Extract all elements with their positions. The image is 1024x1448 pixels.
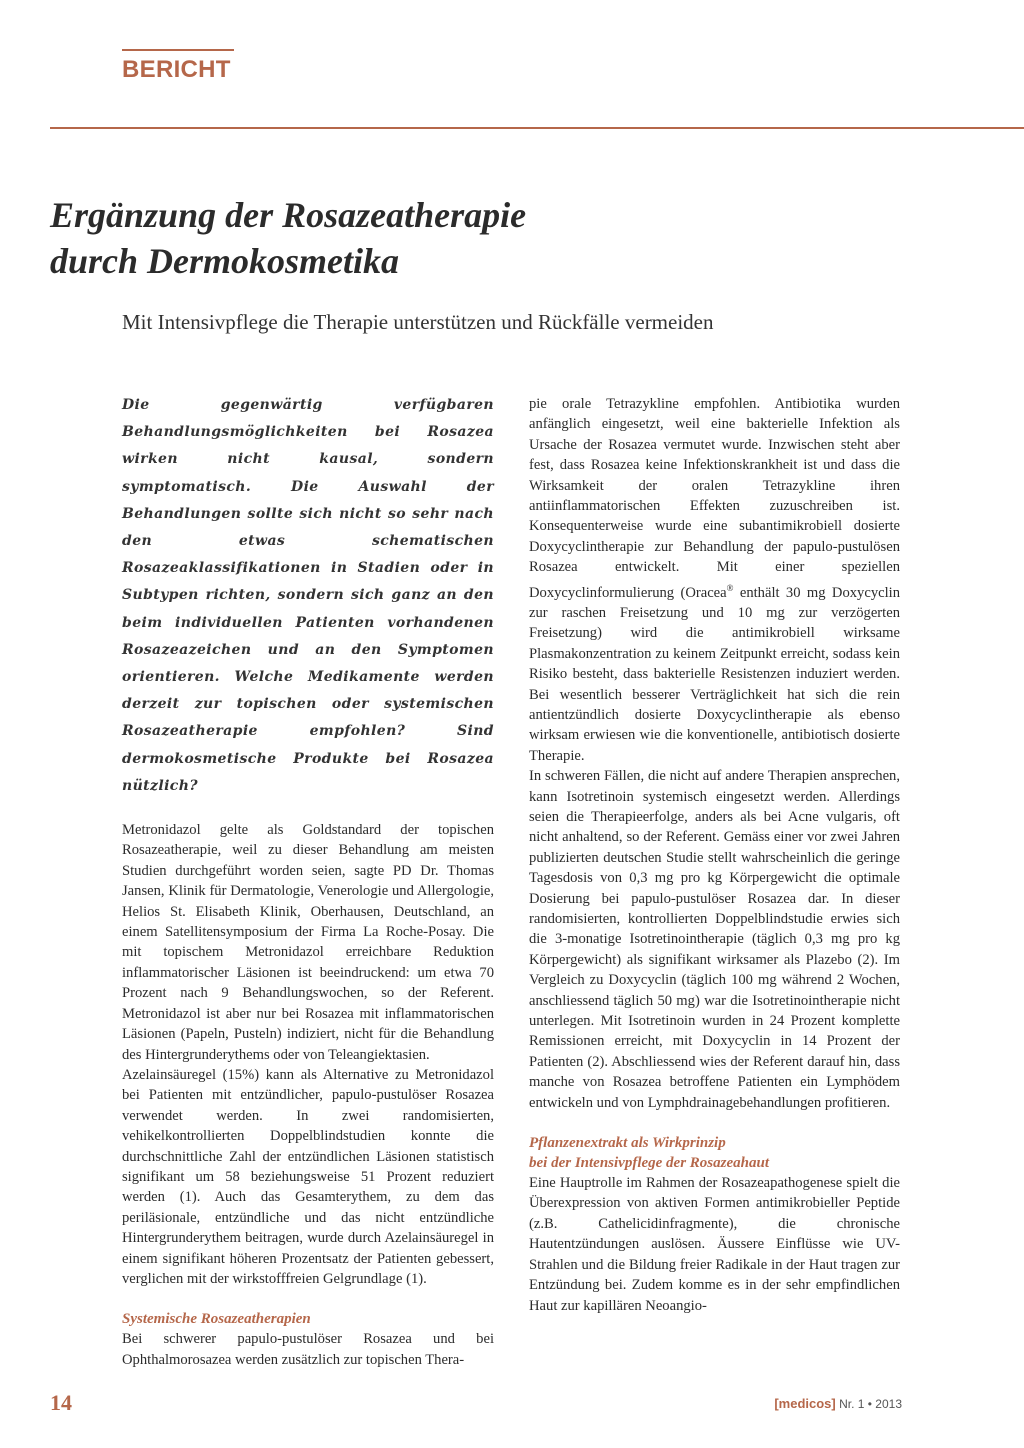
subheading-plant-extract (529, 1133, 900, 1173)
column-right (529, 394, 900, 1316)
registered-mark: ® (726, 582, 734, 593)
publication-brand: [medicos] (774, 1396, 836, 1411)
page-number: 14 (50, 1390, 72, 1415)
body-paragraph: Metronidazol gelte als Goldstandard der topischen Rosazeatherapie, weil zu dieser Behandlung am meisten Studien durchgeführt worden seien, sagte PD Dr. Thomas Jansen, Klinik für Dermatologie, Venerologie und Allergologie, Helios St. Elisabeth Klinik, Oberhausen, Deutschland, an einem Satellitensymposium der Firma La Roche-Posay. Die mit topischem Metronidazol erreichbare Reduktion inflammatorischer Läsionen ist beeindruckend: um etwa 70 Prozent nach 9 Behandlungswochen, so der Referent. Metronidazol ist aber nur bei Rosazea mit inflammatorischen Läsionen (Papeln, Pusteln) indiziert, nicht für die Behandlung des Hintergrunderythems oder von Teleangiektasien. (122, 822, 494, 1063)
title-line-2: durch Dermokosmetika (50, 241, 400, 281)
header-divider (50, 127, 1024, 129)
body-paragraph: Eine Hauptrolle im Rahmen der Rosazeapathogenese spielt die Überexpression von aktiven Formen antimikrobieller Peptide (z.B. Cathelicidinfragmente), die chronische Hautentzündungen auslösen. Äussere Einflüsse wie UV-Strahlen und die Bildung freier Radikale in der Haut tragen zur Entzündung bei. Zudem komme es in der sehr empfindlichen Haut zur kapillären Neoangio- (529, 1175, 900, 1314)
body-paragraph: Azelainsäuregel (15%) kann als Alternative zu Metronidazol bei Patienten mit entzündlicher, papulo-pustulöser Rosazea verwendet werden. In zwei randomisierten, vehikelkontrollierten Doppelblindstudien konnte die durchschnittliche Zahl der entzündlichen Läsionen statistisch signifikant um 58 beziehungsweise 51 Prozent reduziert werden (1). Auch das Gesamterythem, zu dem das periläsionale, entzündliche und das nicht entzündliche Hintergrunderythem beitragen, wurde durch Azelainsäuregel in einem signifikant höheren Prozentsatz der Patienten gebessert, verglichen mit der wirkstofffreien Gelgrundlage (1). (122, 1066, 494, 1287)
text-run: pie orale Tetrazykline empfohlen. Antibiotika wurden anfänglich eingesetzt, weil eine bakterielle Infektion als Ursache der Rosazea vermutet wurde. Inzwischen steht aber fest, dass Rosazea keine Infektionskrankheit ist und dass die Wirksamkeit der oralen Tetrazykline ihren antiinflammatorischen Effekten zuzuschreiben ist. Konsequenterweise wurde eine subantimikrobiell dosierte Doxycyclintherapie zur Behandlung der papulo-pustulösen Rosazea entwickelt. Mit einer speziellen Doxycyclinformulierung (Oracea (529, 396, 900, 601)
subheading-systemic: Systemische Rosazeatherapien (122, 1311, 311, 1328)
lead-paragraph: Die gegenwärtig verfügbaren Behandlungsmöglichkeiten bei Rosazea wirken nicht kausal, sondern symptomatisch. Die Auswahl der Behandlungen sollte sich nicht so sehr nach den etwas schematischen Rosazeaklassifikationen in Stadien oder in Subtypen richten, sondern sich ganz an den beim individuellen Patienten vorhandenen Rosazeazeichen und an den Symptomen orientieren. Welche Medikamente werden derzeit zur topischen oder systemischen Rosazeatherapie empfohlen? Sind dermokosmetische Produkte bei Rosazea nützlich? (122, 397, 494, 794)
body-paragraph (529, 394, 900, 766)
body-paragraph: Bei schwerer papulo-pustulöser Rosazea und bei Ophthalmorosazea werden zusätzlich zur topischen Thera- (122, 1331, 494, 1368)
body-paragraph: In schweren Fällen, die nicht auf andere Therapien ansprechen, kann Isotretinoin systemisch eingesetzt werden. Allerdings seien die Therapieerfolge, anders als bei Acne vulgaris, oft nicht anhaltend, so der Referent. Gemäss einer vor zwei Jahren publizierten deutschen Studie stellt wahrscheinlich die geringe Tagesdosis von 0,3 mg pro kg Körpergewicht die optimale Dosierung bei papulo-pustulöser Rosazea dar. In dieser randomisierten, kontrollierten Doppelblindstudie erwies sich die 3-monatige Isotretinointherapie (täglich 0,3 mg pro kg Körpergewicht) als signifikant wirksamer als Plazebo (2). Im Vergleich zu Doxycyclin (täglich 100 mg während 2 Wochen, anschliessend täglich 50 mg) war die Isotretinointherapie nicht unterlegen. Mit Isotretinoin wurden in 24 Prozent komplette Remissionen erreicht, mit Doxycyclin in 14 Prozent der Patienten (2). Abschliessend wies der Referent darauf hin, dass manche von Rosazea betroffene Patienten ein Lymphödem entwickeln und von Lymphdrainagebehandlungen profitieren. (529, 768, 900, 1111)
subheading-line-1: Pflanzenextrakt als Wirkprinzip (529, 1135, 726, 1152)
article-title (50, 192, 950, 284)
spacer (529, 1113, 900, 1133)
text-run: enthält 30 mg Doxycyclin zur raschen Freisetzung und 10 mg zur verzögerten Freisetzung) wird die antimikrobiell wirksame Plasmakonzentration zu keinem Zeitpunkt erreicht, sodass kein Risiko besteht, dass bakterielle Resistenzen induziert werden. Bei wesentlich besserer Verträglichkeit hat sich die rein antientzündlich dosierte Doxycyclintherapie als ebenso wirksam erwiesen wie die konventionelle, antibiotisch dosierte Therapie. (529, 584, 900, 764)
spacer (122, 1289, 494, 1309)
column-left (122, 392, 494, 1370)
section-label: BERICHT (122, 56, 231, 83)
section-rule (122, 49, 234, 51)
subheading-line-2: bei der Intensivpflege der Rosazeahaut (529, 1155, 769, 1172)
article-subtitle: Mit Intensivpflege die Therapie unterstützen und Rückfälle vermeiden (122, 310, 714, 334)
issue-info: Nr. 1 • 2013 (839, 1397, 902, 1411)
footer-publication (774, 1396, 902, 1411)
title-line-1: Ergänzung der Rosazeatherapie (50, 195, 527, 235)
